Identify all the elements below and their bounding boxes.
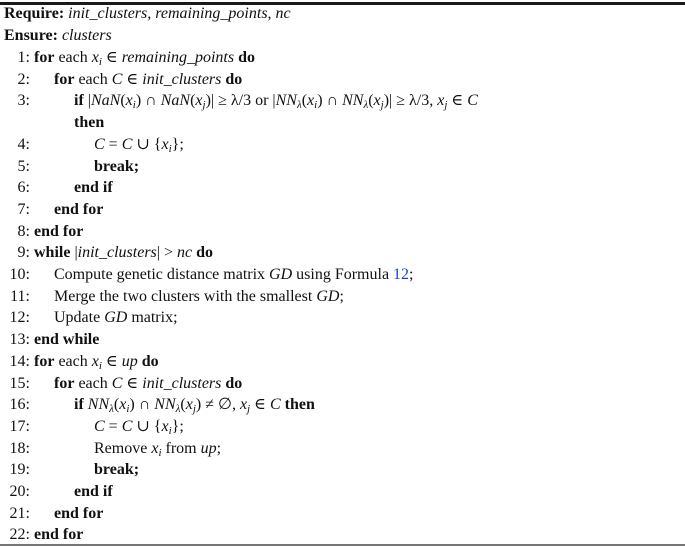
line-content [34, 329, 99, 351]
algorithm-line [0, 373, 243, 395]
line-token: each [54, 49, 92, 66]
line-token: C [121, 136, 133, 153]
line-token: x [185, 396, 193, 413]
line-token: then [284, 396, 315, 413]
algorithm-line [0, 286, 344, 308]
line-token: λ [109, 403, 114, 415]
line-token: NN [154, 396, 176, 413]
line-number: 12: [9, 309, 30, 326]
line-token: end for [54, 201, 104, 218]
line-number: 7: [17, 201, 30, 218]
line-number: 18: [9, 440, 30, 457]
line-number: 4: [17, 136, 30, 153]
line-number: 20: [9, 483, 30, 500]
line-token: C [94, 136, 105, 153]
line-token: )| ≥ λ/3 or | [205, 92, 276, 109]
line-number: 15: [9, 375, 30, 392]
line-token: ∈ [122, 375, 143, 392]
bottom-rule [0, 544, 685, 546]
line-token: = [104, 418, 122, 435]
line-token: )| ≥ λ/3, [383, 92, 438, 109]
line-token: then [74, 114, 105, 131]
line-token: x [161, 136, 169, 153]
line-token: NN [87, 396, 110, 413]
line-number: 10: [9, 266, 30, 283]
line-content [54, 69, 242, 91]
line-token: j [202, 99, 206, 111]
line-number: 1: [17, 49, 30, 66]
line-token: using Formula [292, 266, 394, 283]
line-token: GD [269, 266, 293, 283]
line-content [54, 264, 414, 286]
line-token: each [74, 375, 112, 392]
line-token: ( [120, 92, 126, 109]
line-token: i [98, 56, 102, 68]
line-token: λ [363, 99, 369, 111]
line-token: ) ∩ [135, 92, 161, 109]
line-number: 6: [17, 179, 30, 196]
algorithm-line [0, 242, 214, 264]
require-label: Require: [4, 5, 65, 22]
line-token: remaining_points [121, 49, 235, 66]
line-token: x [437, 92, 445, 109]
algorithm-line [0, 524, 84, 546]
require-line [4, 3, 291, 25]
line-token: ( [180, 396, 186, 413]
line-token: for [54, 375, 75, 392]
algorithm-line [0, 438, 222, 460]
line-token: i [168, 425, 172, 437]
line-content [74, 90, 478, 116]
algorithm-line [0, 134, 184, 156]
line-number: 14: [9, 353, 30, 370]
algorithm-line [0, 394, 315, 416]
line-token: ; [409, 266, 414, 283]
line-token: ∈ [447, 92, 468, 109]
line-token: C [269, 396, 281, 413]
line-token: i [132, 99, 136, 111]
line-token: }; [171, 418, 184, 435]
line-content [54, 307, 178, 329]
line-token: matrix; [127, 309, 178, 326]
line-token: x [125, 92, 133, 109]
line-content [34, 524, 83, 546]
line-token: ( [113, 396, 120, 413]
algorithm-line [0, 503, 104, 525]
line-token: i [98, 360, 102, 372]
line-token: x [307, 92, 315, 109]
line-token: i [126, 403, 130, 415]
line-token: C [467, 92, 478, 109]
line-token: Merge the two clusters with the smallest [54, 288, 317, 305]
algorithm-line [0, 481, 113, 503]
line-content [54, 286, 344, 308]
line-token: do [141, 353, 159, 370]
algorithm-line [0, 329, 100, 351]
line-token: for [34, 353, 55, 370]
line-token: ∪ { [132, 418, 162, 435]
line-token: C [121, 418, 133, 435]
line-token: C [111, 71, 123, 88]
algorithm-line [0, 307, 178, 329]
line-content [34, 221, 83, 243]
line-content [54, 373, 242, 395]
line-number: 13: [9, 331, 30, 348]
line-number: 17: [9, 418, 30, 435]
line-token: do [196, 244, 214, 261]
line-token: end for [34, 223, 84, 240]
line-token: end for [54, 505, 104, 522]
line-token: if [74, 92, 84, 109]
algorithm-line [0, 264, 414, 286]
line-token: end if [74, 483, 113, 500]
line-token: NN [342, 92, 364, 109]
algorithm-line [0, 112, 105, 134]
line-number: 9: [17, 244, 30, 261]
line-token: each [74, 71, 112, 88]
line-token: x [151, 440, 159, 457]
line-token: for [34, 49, 55, 66]
line-content [54, 503, 103, 525]
line-token: j [380, 99, 384, 111]
line-content [74, 481, 113, 503]
line-token: }; [171, 136, 184, 153]
line-token: while [34, 244, 71, 261]
line-token: each [54, 353, 92, 370]
ensure-line [4, 25, 112, 47]
line-token: Remove [94, 440, 152, 457]
line-content [74, 112, 104, 134]
line-token: | [83, 92, 91, 109]
algorithm-line [0, 221, 84, 243]
line-token: j [192, 403, 196, 415]
line-token: ( [301, 92, 308, 109]
line-token: i [314, 99, 318, 111]
line-token: x [373, 92, 381, 109]
line-token: x [239, 396, 248, 413]
line-token: j [247, 403, 251, 415]
algorithm-line [0, 69, 243, 91]
algorithm-line [0, 416, 184, 438]
line-token: x [161, 418, 169, 435]
line-token: C [94, 418, 105, 435]
line-token: i [168, 143, 172, 155]
line-token: init_clusters [142, 375, 222, 392]
line-number: 2: [17, 71, 30, 88]
algorithm-line [0, 459, 140, 481]
line-number: 8: [17, 223, 30, 240]
line-token: end for [34, 526, 84, 543]
line-number: 22: [9, 526, 30, 543]
line-token: i [158, 447, 162, 459]
line-token: ∈ [101, 353, 122, 370]
line-token: if [74, 396, 84, 413]
line-token: ; [216, 440, 222, 457]
line-token: ; [339, 288, 344, 305]
line-content [94, 459, 139, 481]
line-number: 3: [17, 92, 30, 109]
line-token: ) ≠ ∅, [195, 396, 240, 413]
line-token: up [121, 353, 138, 370]
line-content [94, 156, 139, 178]
line-token: ∪ { [132, 136, 162, 153]
line-token: ) ∩ [317, 92, 343, 109]
line-token: ∈ [250, 396, 270, 413]
line-token: for [54, 71, 75, 88]
line-number: 16: [9, 396, 30, 413]
line-token: NN [275, 92, 297, 109]
line-token: NaN [160, 92, 191, 109]
line-token: GD [316, 288, 340, 305]
algorithm-line [0, 47, 255, 69]
algorithm-line [0, 199, 104, 221]
ensure-value: clusters [61, 27, 112, 44]
line-token: Update [54, 309, 105, 326]
line-token: Compute genetic distance matrix [54, 266, 270, 283]
line-content [74, 177, 113, 199]
algorithm-line [0, 351, 159, 373]
line-token: j [444, 99, 448, 111]
line-content [54, 199, 103, 221]
line-token: break; [94, 461, 140, 478]
line-token: | > [156, 244, 177, 261]
line-token: NaN [90, 92, 121, 109]
line-token: GD [104, 309, 128, 326]
line-token: end if [74, 179, 113, 196]
line-token: λ [175, 403, 181, 415]
line-token: ∈ [122, 71, 143, 88]
line-token: C [111, 375, 123, 392]
line-token: x [195, 92, 203, 109]
line-token: do [225, 375, 243, 392]
line-number: 21: [9, 505, 30, 522]
line-token: end while [34, 331, 100, 348]
line-token: ( [368, 92, 374, 109]
line-token: from [161, 440, 201, 457]
line-token: ) ∩ [129, 396, 155, 413]
line-token: nc [177, 244, 193, 261]
algorithm-line [0, 156, 140, 178]
line-token: do [238, 49, 255, 66]
line-token: x [119, 396, 127, 413]
line-token: | [70, 244, 78, 261]
algorithm-line [0, 177, 113, 199]
line-token: = [104, 136, 122, 153]
line-number: 11: [10, 288, 30, 305]
line-number: 5: [17, 158, 30, 175]
line-token: ( [190, 92, 196, 109]
formula-reference-link[interactable]: 12 [393, 266, 410, 283]
line-token: init_clusters [77, 244, 157, 261]
line-token: x [91, 49, 99, 66]
line-content [34, 242, 213, 264]
line-number: 19: [9, 461, 30, 478]
line-token: up [200, 440, 217, 457]
line-token: break; [94, 158, 140, 175]
line-token: do [225, 71, 243, 88]
line-token: x [91, 353, 99, 370]
require-value: init_clusters, remaining_points, nc [68, 5, 291, 22]
line-token: λ [296, 99, 302, 111]
line-token: ∈ [101, 49, 122, 66]
line-token: init_clusters [142, 71, 222, 88]
ensure-label: Ensure: [4, 27, 58, 44]
